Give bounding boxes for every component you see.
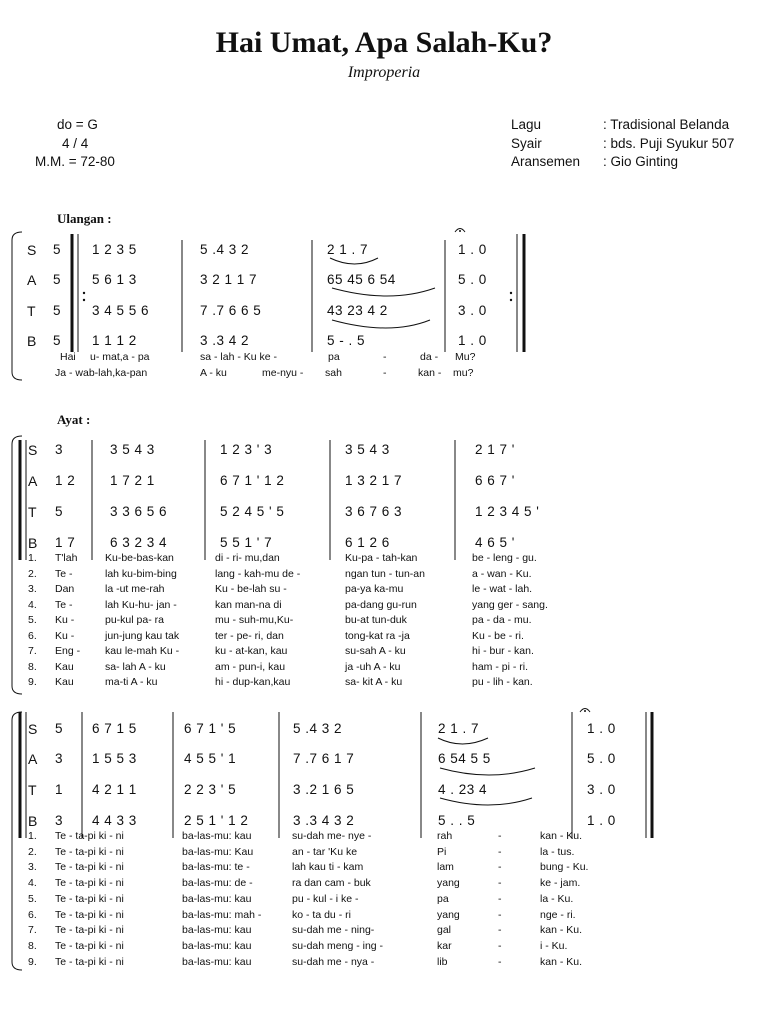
lyric: hi - bur - kan. bbox=[472, 645, 534, 657]
lyric: Te - bbox=[55, 598, 73, 611]
note-cell: 6 54 5 5 bbox=[438, 751, 491, 766]
note-cell: 5 5 1 ' 7 bbox=[220, 535, 273, 550]
note-cell: 1 2 bbox=[55, 473, 76, 488]
note-cell: 6 7 1 ' 1 2 bbox=[220, 473, 285, 488]
lyric: - bbox=[498, 845, 502, 858]
lyric: ma-ti A - ku bbox=[105, 676, 158, 688]
verse-number: 3. bbox=[28, 861, 37, 874]
lyric: tong-kat ra -ja bbox=[345, 629, 410, 642]
lyric: pa-dang gu-run bbox=[345, 598, 417, 611]
verse-number: 4. bbox=[28, 598, 37, 611]
lyric: la - Ku. bbox=[540, 892, 574, 905]
note-cell: 3 4 5 5 6 bbox=[92, 303, 150, 318]
lyric: kan man-na di bbox=[215, 598, 282, 611]
note-cell: 5 . 0 bbox=[458, 272, 487, 287]
note-cell: 5 . 0 bbox=[587, 751, 616, 766]
lyric: Eng - bbox=[55, 645, 81, 657]
verse-number: 7. bbox=[28, 924, 37, 937]
note-cell: 5 bbox=[53, 303, 62, 318]
lyric: rah bbox=[437, 830, 453, 842]
lyric: T'lah bbox=[55, 552, 78, 564]
lyric: kau le-mah Ku - bbox=[105, 645, 180, 657]
lyric: kan - bbox=[418, 367, 442, 379]
credit-value-aransemen: : Gio Ginting bbox=[603, 154, 679, 169]
credit-label-lagu: Lagu bbox=[511, 117, 542, 132]
note-cell: 5 2 4 5 ' 5 bbox=[220, 504, 285, 519]
lyric: Ku-pa - tah-kan bbox=[345, 552, 418, 564]
note-cell: 5 6 1 3 bbox=[92, 272, 137, 287]
lyric: lah ku-bim-bing bbox=[105, 567, 177, 580]
voice-label-bass: B bbox=[27, 333, 37, 349]
lyric: an - tar 'Ku ke bbox=[292, 845, 358, 858]
note-cell: 1 3 2 1 7 bbox=[345, 473, 403, 488]
lyric: ba-las-mu: mah - bbox=[182, 908, 262, 921]
lyric: da - bbox=[420, 351, 439, 363]
note-cell: 3 bbox=[55, 751, 64, 766]
note-cell: 5 bbox=[55, 721, 64, 736]
lyric: la -ut me-rah bbox=[105, 583, 165, 595]
time-signature: 4 / 4 bbox=[62, 136, 89, 151]
lyric: Te - ta-pi ki - ni bbox=[55, 861, 124, 874]
voice-label-alto: A bbox=[28, 473, 38, 489]
lyric: Pi bbox=[437, 845, 447, 858]
verse-number: 6. bbox=[28, 629, 37, 642]
credit-label-aransemen: Aransemen bbox=[511, 154, 581, 169]
note-cell: 5 . . 5 bbox=[438, 813, 476, 828]
lyric: kan - Ku. bbox=[540, 924, 583, 937]
lyric: mu - suh-mu,Ku- bbox=[215, 614, 294, 626]
note-cell: 2 2 3 ' 5 bbox=[184, 782, 237, 797]
verse-number: 5. bbox=[28, 614, 37, 626]
lyric: lam bbox=[437, 861, 454, 874]
lyric: pa - da - mu. bbox=[472, 614, 532, 626]
verse-number: 1. bbox=[28, 830, 37, 842]
note-cell: 4 6 5 ' bbox=[475, 535, 515, 550]
lyric: Hai bbox=[60, 351, 76, 363]
note-cell: 3 .3 4 2 bbox=[200, 333, 250, 348]
lyric: Mu? bbox=[455, 351, 476, 363]
lyric: Dan bbox=[55, 583, 75, 595]
voice-label-tenor: T bbox=[28, 782, 37, 798]
lyric: Te - ta-pi ki - ni bbox=[55, 845, 124, 858]
note-cell: 1 2 3 5 bbox=[92, 242, 137, 257]
lyric: hi - dup-kan,kau bbox=[215, 676, 291, 688]
lyric: sah bbox=[325, 367, 342, 379]
note-cell: 7 .7 6 1 7 bbox=[293, 751, 355, 766]
lyric: pu - lih - kan. bbox=[472, 676, 533, 688]
lyric: mu? bbox=[453, 367, 474, 379]
lyric: Te - ta-pi ki - ni bbox=[55, 939, 124, 952]
lyric: lah Ku-hu- jan - bbox=[105, 598, 177, 611]
note-cell: 4 2 1 1 bbox=[92, 782, 137, 797]
lyric: me-nyu - bbox=[262, 367, 304, 379]
voice-label-alto: A bbox=[27, 272, 37, 288]
lyric: jun-jung kau tak bbox=[105, 629, 180, 642]
note-cell: 1 2 3 ' 3 bbox=[220, 442, 273, 457]
lyric: su-dah me- nye - bbox=[292, 830, 372, 842]
lyric: Kau bbox=[55, 676, 74, 688]
lyric: lah kau ti - kam bbox=[292, 861, 364, 874]
note-cell: 3 5 4 3 bbox=[345, 442, 390, 457]
credit-label-syair: Syair bbox=[511, 136, 542, 151]
lyric: ba-las-mu: kau bbox=[182, 924, 252, 937]
note-cell: 1 . 0 bbox=[587, 721, 616, 736]
note-cell: 3 .3 4 3 2 bbox=[293, 813, 355, 828]
voice-label-bass: B bbox=[28, 813, 38, 829]
tempo-marking: M.M. = 72-80 bbox=[35, 154, 115, 169]
lyric: Ku - bbox=[55, 629, 75, 642]
lyric: a - wan - Ku. bbox=[472, 567, 532, 580]
lyric: ba-las-mu: kau bbox=[182, 830, 252, 842]
lyric: le - wat - lah. bbox=[472, 583, 533, 595]
credit-value-lagu: : Tradisional Belanda bbox=[603, 117, 730, 132]
note-cell: 3 . 0 bbox=[587, 782, 616, 797]
note-cell: 1 5 5 3 bbox=[92, 751, 137, 766]
lyric: lang - kah-mu de - bbox=[215, 567, 301, 580]
lyric: be - leng - gu. bbox=[472, 552, 537, 564]
lyric: ham - pi - ri. bbox=[472, 660, 529, 673]
lyric: kan - Ku. bbox=[540, 830, 583, 842]
note-cell: 1 . 0 bbox=[587, 813, 616, 828]
lyric: - bbox=[498, 861, 502, 874]
credit-value-syair: : bds. Puji Syukur 507 bbox=[603, 136, 735, 151]
verse-number: 2. bbox=[28, 845, 37, 858]
note-cell: 2 1 . 7 bbox=[438, 721, 480, 736]
note-cell: 65 45 6 54 bbox=[327, 272, 396, 287]
lyric: sa - lah - Ku ke - bbox=[200, 351, 278, 363]
lyric: ko - ta du - ri bbox=[292, 908, 351, 921]
note-cell: 6 7 1 ' 5 bbox=[184, 721, 237, 736]
key-signature: do = G bbox=[57, 117, 98, 132]
lyric: nge - ri. bbox=[540, 908, 576, 921]
verse-number: 7. bbox=[28, 645, 37, 657]
note-cell: 1 1 1 2 bbox=[92, 333, 137, 348]
lyric: Te - ta-pi ki - ni bbox=[55, 955, 124, 968]
lyric: ba-las-mu: kau bbox=[182, 955, 252, 968]
lyric: ter - pe- ri, dan bbox=[215, 629, 284, 642]
lyric: gal bbox=[437, 924, 452, 937]
lyric: - bbox=[498, 924, 502, 937]
lyric: sa- kit A - ku bbox=[345, 676, 403, 688]
voice-label-tenor: T bbox=[27, 303, 36, 319]
lyric: la - tus. bbox=[540, 845, 575, 858]
lyric: yang bbox=[437, 877, 460, 890]
lyric: yang ger - sang. bbox=[472, 598, 548, 611]
verse-number: 3. bbox=[28, 583, 37, 595]
lyric: - bbox=[498, 939, 502, 952]
note-cell: 3 5 4 3 bbox=[110, 442, 155, 457]
verse-number: 9. bbox=[28, 955, 37, 968]
lyric: su-dah meng - ing - bbox=[292, 939, 384, 952]
lyric: yang bbox=[437, 908, 460, 921]
note-cell: 3 .2 1 6 5 bbox=[293, 782, 355, 797]
lyric: - bbox=[498, 955, 502, 968]
song-title: Hai Umat, Apa Salah-Ku? bbox=[215, 26, 553, 59]
lyric: Ku - bbox=[55, 614, 75, 626]
lyric: lib bbox=[437, 955, 448, 968]
lyric: Ku - be-lah su - bbox=[215, 583, 287, 595]
lyric: pu-kul pa- ra bbox=[105, 614, 164, 626]
lyric: ba-las-mu: Kau bbox=[182, 845, 254, 858]
note-cell: 6 1 2 6 bbox=[345, 535, 390, 550]
lyric: pu - kul - i ke - bbox=[292, 892, 359, 905]
note-cell: 3 3 6 5 6 bbox=[110, 504, 168, 519]
lyric: i - Ku. bbox=[540, 939, 568, 952]
lyric: ku - at-kan, kau bbox=[215, 645, 288, 657]
note-cell: 1 . 0 bbox=[458, 242, 487, 257]
verse-number: 9. bbox=[28, 676, 37, 688]
note-cell: 3 bbox=[55, 442, 64, 457]
voice-label-tenor: T bbox=[28, 504, 37, 520]
note-cell: 7 .7 6 6 5 bbox=[200, 303, 262, 318]
voice-label-bass: B bbox=[28, 535, 38, 551]
section-label-ulangan: Ulangan : bbox=[57, 211, 112, 226]
lyric: am - pun-i, kau bbox=[215, 660, 286, 673]
verse-number: 5. bbox=[28, 892, 37, 905]
note-cell: 5 bbox=[53, 272, 62, 287]
lyric: u- mat,a - pa bbox=[90, 351, 150, 363]
verse-number: 1. bbox=[28, 552, 37, 564]
lyric: pa bbox=[328, 351, 340, 363]
note-cell: 6 6 7 ' bbox=[475, 473, 515, 488]
lyric: ja -uh A - ku bbox=[345, 660, 401, 673]
lyric: ba-las-mu: de - bbox=[182, 877, 253, 890]
lyric: pa bbox=[437, 892, 449, 905]
note-cell: 2 1 . 7 bbox=[327, 242, 369, 257]
note-cell: 3 . 0 bbox=[458, 303, 487, 318]
note-cell: 43 23 4 2 bbox=[327, 303, 388, 318]
lyric: - bbox=[498, 892, 502, 905]
note-cell: 5 - . 5 bbox=[327, 333, 366, 348]
lyric: ke - jam. bbox=[540, 877, 581, 890]
verse-number: 8. bbox=[28, 660, 37, 673]
note-cell: 5 bbox=[53, 242, 62, 257]
verse-number: 8. bbox=[28, 939, 37, 952]
lyric: kan - Ku. bbox=[540, 955, 583, 968]
lyric: Ku - be - ri. bbox=[472, 629, 524, 642]
verse-number: 2. bbox=[28, 567, 37, 580]
note-cell: 4 5 5 ' 1 bbox=[184, 751, 237, 766]
note-cell: 5 bbox=[53, 333, 62, 348]
lyric: - bbox=[498, 908, 502, 921]
lyric: bung - Ku. bbox=[540, 861, 589, 874]
lyric: - bbox=[383, 351, 387, 363]
voice-label-soprano: S bbox=[28, 442, 38, 458]
lyric: Ku-be-bas-kan bbox=[105, 552, 174, 564]
lyric: Te - ta-pi ki - ni bbox=[55, 877, 124, 890]
lyric: A - ku bbox=[200, 367, 227, 379]
lyric: sa- lah A - ku bbox=[105, 660, 166, 673]
lyric: ba-las-mu: kau bbox=[182, 939, 252, 952]
lyric: - bbox=[383, 367, 387, 379]
lyric: Te - bbox=[55, 567, 73, 580]
lyric: su-sah A - ku bbox=[345, 645, 406, 657]
note-cell: 3 6 7 6 3 bbox=[345, 504, 403, 519]
note-cell: 5 .4 3 2 bbox=[293, 721, 343, 736]
lyric: ra dan cam - buk bbox=[292, 877, 371, 890]
lyric: Te - ta-pi ki - ni bbox=[55, 892, 124, 905]
note-cell: 1 7 bbox=[55, 535, 76, 550]
lyric: ba-las-mu: kau bbox=[182, 892, 252, 905]
note-cell: 2 5 1 ' 1 2 bbox=[184, 813, 249, 828]
note-cell: 1 2 3 4 5 ' bbox=[475, 504, 540, 519]
lyric: Te - ta-pi ki - ni bbox=[55, 830, 124, 842]
brace-system-1 bbox=[12, 232, 22, 380]
note-cell: 5 .4 3 2 bbox=[200, 242, 250, 257]
lyric: Te - ta-pi ki - ni bbox=[55, 924, 124, 937]
lyric: Ja - wab-lah,ka-pan bbox=[55, 367, 148, 379]
voice-label-alto: A bbox=[28, 751, 38, 767]
voice-label-soprano: S bbox=[28, 721, 38, 737]
lyric: kar bbox=[437, 939, 452, 952]
verse-number: 4. bbox=[28, 877, 37, 890]
note-cell: 1 7 2 1 bbox=[110, 473, 155, 488]
lyric: bu-at tun-duk bbox=[345, 614, 407, 626]
note-cell: 6 3 2 3 4 bbox=[110, 535, 168, 550]
verse-number: 6. bbox=[28, 908, 37, 921]
lyric: ba-las-mu: te - bbox=[182, 861, 250, 874]
note-cell: 5 bbox=[55, 504, 64, 519]
lyric: di - ri- mu,dan bbox=[215, 552, 280, 564]
lyric: ngan tun - tun-an bbox=[345, 567, 425, 580]
note-cell: 2 1 7 ' bbox=[475, 442, 515, 457]
lyric: su-dah me - nya - bbox=[292, 955, 375, 968]
lyric: - bbox=[498, 877, 502, 890]
section-label-ayat: Ayat : bbox=[57, 412, 91, 427]
lyric: pa-ya ka-mu bbox=[345, 583, 404, 595]
lyric: su-dah me - ning- bbox=[292, 924, 375, 937]
note-cell: 4 4 3 3 bbox=[92, 813, 137, 828]
note-cell: 1 . 0 bbox=[458, 333, 487, 348]
song-subtitle: Improperia bbox=[347, 64, 421, 81]
lyric: Te - ta-pi ki - ni bbox=[55, 908, 124, 921]
lyric: Kau bbox=[55, 660, 74, 673]
note-cell: 3 bbox=[55, 813, 64, 828]
note-cell: 4 . 23 4 bbox=[438, 782, 488, 797]
note-cell: 3 2 1 1 7 bbox=[200, 272, 258, 287]
voice-label-soprano: S bbox=[27, 242, 37, 258]
note-cell: 1 bbox=[55, 782, 64, 797]
lyric: - bbox=[498, 830, 502, 842]
note-cell: 6 7 1 5 bbox=[92, 721, 137, 736]
